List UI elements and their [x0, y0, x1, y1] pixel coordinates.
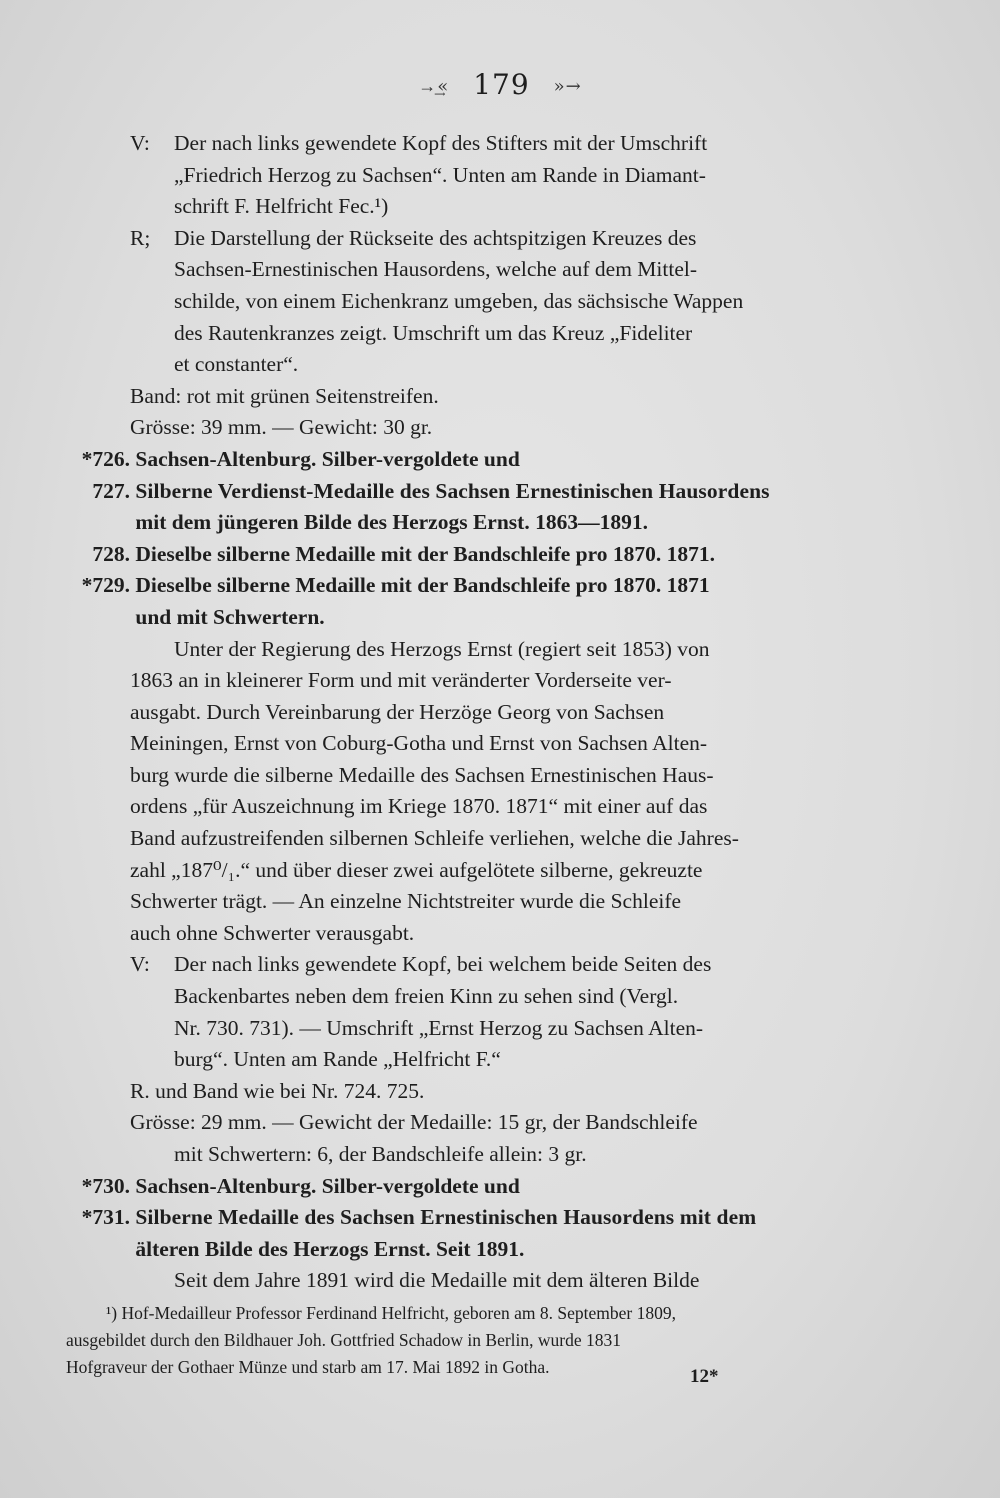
text-line: zahl „187⁰/₁.“ und über dieser zwei aufgelötete silberne, gekreuzte — [130, 857, 703, 882]
v-description-line — [58, 191, 858, 223]
text-line: Hofgraveur der Gothaer Münze und starb am 17. Mai 1892 in Gotha. — [66, 1357, 550, 1377]
size-weight-line — [58, 1107, 858, 1139]
r-band-line — [58, 1076, 858, 1108]
entry-title: älteren Bilde des Herzogs Ernst. Seit 1891. — [135, 1236, 525, 1261]
entry-title: Sachsen-Altenburg. Silber-vergoldete und — [135, 446, 520, 471]
text-line: burg wurde die silberne Medaille des Sachsen Ernestinischen Haus- — [130, 762, 714, 787]
v-label: V: — [130, 131, 150, 155]
paragraph-line — [58, 665, 858, 697]
text-line: Der nach links gewendete Kopf des Stifters mit der Umschrift — [174, 131, 708, 155]
r-label: R; — [130, 225, 151, 250]
r-description-line — [58, 286, 858, 318]
text-line: schrift F. Helfricht Fec.¹) — [174, 194, 389, 219]
paragraph-line — [58, 855, 858, 887]
paragraph-line — [58, 634, 858, 666]
text-line: ausgabt. Durch Vereinbarung der Herzöge Georg von Sachsen — [130, 699, 665, 724]
text-line: schilde, von einem Eichenkranz umgeben, das sächsische Wappen — [174, 288, 744, 313]
text-line: mit Schwertern: 6, der Bandschleife allein: 3 gr. — [174, 1142, 587, 1166]
paragraph-line — [58, 918, 858, 950]
text-line: R. und Band wie bei Nr. 724. 725. — [130, 1078, 425, 1103]
ornament-left-icon: →͢« — [418, 76, 450, 97]
entry-number: *730. — [81, 1173, 130, 1198]
catalog-entry — [58, 1234, 858, 1266]
paragraph-line — [58, 886, 858, 918]
catalog-entry — [58, 1202, 858, 1234]
page-number: 179 — [473, 68, 530, 101]
text-line: des Rautenkranzes zeigt. Umschrift um das Kreuz „Fideliter — [174, 320, 693, 345]
entry-number: *726. — [81, 446, 130, 471]
paragraph-line — [58, 823, 858, 855]
v-description-line — [58, 1013, 858, 1045]
text-line: Unter der Regierung des Herzogs Ernst (regiert seit 1853) von — [174, 636, 710, 661]
paragraph-line — [58, 728, 858, 760]
text-line: Band aufzustreifenden silbernen Schleife verliehen, welche die Jahres- — [130, 826, 739, 851]
r-description-line — [58, 254, 858, 286]
page-body — [58, 128, 858, 1297]
band-line — [58, 381, 858, 413]
v-description-line — [58, 981, 858, 1013]
text-line: et constanter“. — [174, 352, 299, 377]
signature-mark: 12* — [690, 1366, 719, 1387]
entry-title: Sachsen-Altenburg. Silber-vergoldete und — [135, 1173, 520, 1198]
text-line: Die Darstellung der Rückseite des achtspitzigen Kreuzes des — [174, 225, 697, 250]
footnote-line — [66, 1327, 856, 1354]
v-description-line — [58, 1044, 858, 1076]
text-line: Seit dem Jahre 1891 wird die Medaille mit dem älteren Bilde — [174, 1268, 700, 1293]
text-line: Backenbartes neben dem freien Kinn zu sehen sind (Vergl. — [174, 984, 679, 1009]
paragraph-line — [58, 791, 858, 823]
v-label: V: — [130, 952, 150, 977]
v-description-line — [58, 949, 858, 981]
footnote-line — [66, 1300, 856, 1327]
text-line: Grösse: 39 mm. — Gewicht: 30 gr. — [130, 415, 433, 440]
r-description-line — [58, 223, 858, 255]
catalog-entry — [58, 444, 858, 476]
text-line: Meiningen, Ernst von Coburg-Gotha und Ernst von Sachsen Alten- — [130, 731, 708, 756]
r-description-line — [58, 318, 858, 350]
text-line: Nr. 730. 731). — Umschrift „Ernst Herzog zu Sachsen Alten- — [174, 1015, 704, 1040]
entry-title: Silberne Medaille des Sachsen Ernestinischen Hausordens mit dem — [135, 1205, 757, 1230]
entry-title: Dieselbe silberne Medaille mit der Bandschleife pro 1870. 1871. — [135, 541, 716, 566]
paragraph-line — [58, 697, 858, 729]
size-weight-line — [58, 412, 858, 444]
catalog-entry — [58, 570, 858, 602]
text-line: Sachsen-Ernestinischen Hausordens, welche auf dem Mittel- — [174, 257, 698, 282]
text-line: auch ohne Schwerter verausgabt. — [130, 920, 415, 945]
catalog-entry — [58, 602, 858, 634]
text-line: burg“. Unten am Rande „Helfricht F.“ — [174, 1047, 501, 1072]
page-header — [0, 68, 1000, 101]
size-weight-line — [58, 1139, 858, 1171]
text-line: Der nach links gewendete Kopf, bei welchem beide Seiten des — [174, 952, 712, 977]
entry-number: *731. — [81, 1205, 130, 1230]
text-line: ausgebildet durch den Bildhauer Joh. Gottfried Schadow in Berlin, wurde 1831 — [66, 1330, 622, 1350]
ornament-right-icon: »→ — [553, 76, 582, 97]
entry-number: 727. — [92, 478, 130, 503]
entry-number: *729. — [81, 573, 130, 598]
text-line: „Friedrich Herzog zu Sachsen“. Unten am Rande in Diamant- — [174, 162, 706, 187]
footnote-line — [66, 1354, 856, 1381]
entry-title: und mit Schwertern. — [135, 604, 325, 629]
paragraph-line — [58, 760, 858, 792]
catalog-entry — [58, 539, 858, 571]
catalog-entry — [58, 476, 858, 508]
entry-title: Dieselbe silberne Medaille mit der Bandschleife pro 1870. 1871 — [135, 573, 710, 598]
paragraph-line — [58, 1265, 858, 1297]
footnotes — [66, 1300, 856, 1381]
text-line: 1863 an in kleinerer Form und mit veränderter Vorderseite ver- — [130, 668, 672, 693]
text-line: Grösse: 29 mm. — Gewicht der Medaille: 15 gr, der Bandschleife — [130, 1110, 698, 1135]
entry-number: 728. — [92, 541, 130, 566]
v-description-line — [58, 128, 858, 160]
v-description-line — [58, 160, 858, 192]
r-description-line — [58, 349, 858, 381]
text-line: ¹) Hof-Medailleur Professor Ferdinand Helfricht, geboren am 8. September 1809, — [106, 1303, 676, 1323]
catalog-entry — [58, 1171, 858, 1203]
catalog-entry — [58, 507, 858, 539]
entry-title: Silberne Verdienst-Medaille des Sachsen Ernestinischen Hausordens — [135, 478, 770, 503]
text-line: Band: rot mit grünen Seitenstreifen. — [130, 383, 439, 408]
text-line: ordens „für Auszeichnung im Kriege 1870. 1871“ mit einer auf das — [130, 794, 708, 819]
text-line: Schwerter trägt. — An einzelne Nichtstreiter wurde die Schleife — [130, 889, 682, 914]
entry-title: mit dem jüngeren Bilde des Herzogs Ernst. 1863—1891. — [135, 510, 648, 535]
